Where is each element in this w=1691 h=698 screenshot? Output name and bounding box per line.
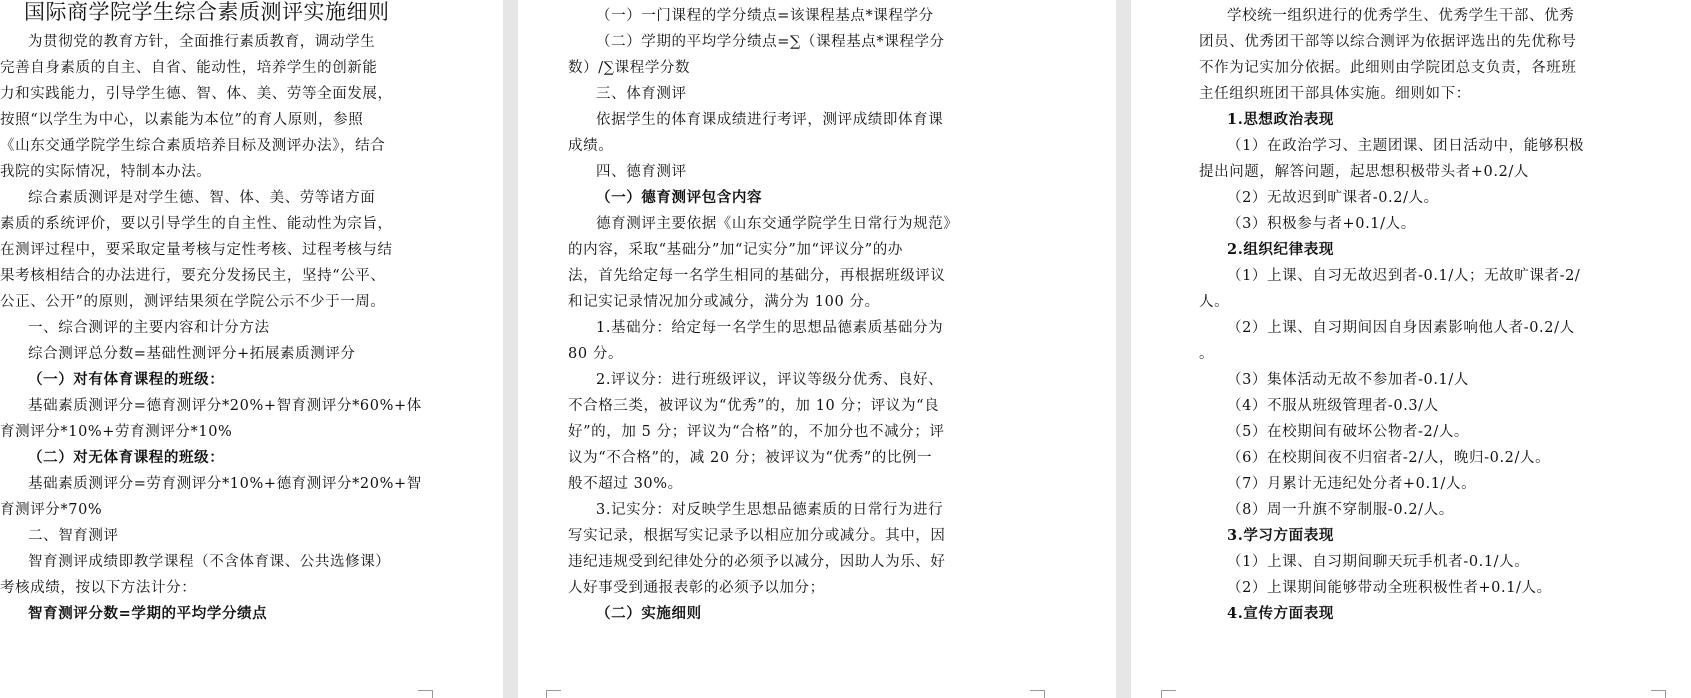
paragraph-line: （7）月累计无违纪处分者+0.1/人。 (1227, 476, 1477, 492)
paragraph-line: 般不超过 30%。 (568, 476, 683, 492)
paragraph-line: 成绩。 (568, 138, 614, 154)
paragraph-line: 智育测评成绩即教学课程（不含体育课、公共选修课） (28, 554, 391, 570)
paragraph-line: （2）无故迟到旷课者-0.2/人。 (1227, 190, 1439, 206)
page-margin-mark (546, 690, 561, 698)
paragraph-line: 果考核相结合的办法进行，要充分发扬民主，坚持“公平、 (0, 268, 386, 284)
page-margin-mark (1651, 690, 1666, 698)
paragraph-line: 公正、公开”的原则，测评结果须在学院公示不少于一周。 (0, 294, 386, 310)
paragraph-line: 2.评议分：进行班级评议，评议等级分优秀、良好、 (596, 372, 944, 388)
paragraph-line: 素质的系统评价，要以引导学生的自主性、能动性为宗旨， (0, 216, 393, 232)
section-heading: 4.宣传方面表现 (1227, 605, 1334, 622)
paragraph-line: （3）集体活动无故不参加者-0.1/人 (1227, 372, 1469, 388)
paragraph-line: 育测评分*70% (0, 502, 103, 518)
paragraph-line: 数）/∑课程学分数 (568, 60, 691, 76)
paragraph-line: 德育测评主要依据《山东交通学院学生日常行为规范》 (596, 216, 959, 232)
document-title: 国际商学院学生综合素质测评实施细则 (24, 0, 390, 24)
paragraph-line: 不合格三类，被评议为“优秀”的，加 10 分；评议为“良 (568, 398, 940, 414)
paragraph-line: 80 分。 (568, 346, 624, 362)
paragraph-line: （1）上课、自习期间聊天玩手机者-0.1/人。 (1227, 554, 1530, 570)
section-heading: 3.学习方面表现 (1227, 527, 1334, 544)
paragraph-line: 为贯彻党的教育方针，全面推行素质教育，调动学生 (28, 34, 376, 50)
subsection-heading: （二）对无体育课程的班级： (28, 449, 225, 466)
paragraph-line: 违纪违规受到纪律处分的必须予以减分，因助人为乐、好 (568, 554, 946, 570)
section-heading: 2.组织纪律表现 (1227, 241, 1334, 258)
subsection-heading: （二）实施细则 (596, 605, 702, 622)
paragraph-line: 法，首先给定每一名学生相同的基础分，再根据班级评议 (568, 268, 946, 284)
paragraph-line: （1）在政治学习、主题团课、团日活动中，能够积极 (1227, 138, 1585, 154)
subsection-heading: （一）德育测评包含内容 (596, 189, 763, 206)
paragraph-line: （1）上课、自习无故迟到者-0.1/人；无故旷课者-2/ (1227, 268, 1581, 284)
paragraph-line: （6）在校期间夜不归宿者-2/人，晚归-0.2/人。 (1227, 450, 1551, 466)
paragraph-line: 和记实记录情况加分或减分，满分为 100 分。 (568, 294, 880, 310)
paragraph-line: 综合素质测评是对学生德、智、体、美、劳等诸方面 (28, 190, 376, 206)
paragraph-line: 人。 (1199, 294, 1230, 310)
paragraph-line: 。 (1199, 346, 1215, 362)
page-margin-mark (1030, 690, 1045, 698)
paragraph-line: 完善自身素质的自主、自省、能动性，培养学生的创新能 (0, 60, 378, 76)
paragraph-line: 提出问题，解答问题，起思想积极带头者+0.2/人 (1199, 164, 1529, 180)
paragraph-line: 依据学生的体育课成绩进行考评，测评成绩即体育课 (596, 112, 944, 128)
document-page-2 (518, 0, 1116, 698)
paragraph-line: 主任组织班团干部具体实施。细则如下： (1199, 86, 1471, 102)
paragraph-line: 《山东交通学院学生综合素质培养目标及测评办法》，结合 (0, 138, 386, 154)
subsection-heading: （一）对有体育课程的班级： (28, 371, 225, 388)
paragraph-line: 基础素质测评分=德育测评分*20%+智育测评分*60%+体 (28, 398, 422, 414)
section-heading: 一、综合测评的主要内容和计分方法 (28, 320, 270, 336)
paragraph-line: 不作为记实加分依据。此细则由学院团总支负责，各班班 (1199, 60, 1577, 76)
section-heading: 四、德育测评 (596, 164, 687, 180)
paragraph-line: （4）不服从班级管理者-0.3/人 (1227, 398, 1439, 414)
paragraph-line: 人好事受到通报表彰的必须予以加分； (568, 580, 825, 596)
section-heading: 二、智育测评 (28, 528, 119, 544)
paragraph-line: 团员、优秀团干部等以综合测评为依据评选出的先优称号 (1199, 34, 1577, 50)
page-margin-mark (418, 690, 433, 698)
paragraph-line: 力和实践能力，引导学生德、智、体、美、劳等全面发展， (0, 86, 393, 102)
paragraph-line: 基础素质测评分=劳育测评分*10%+德育测评分*20%+智 (28, 476, 422, 492)
paragraph-line: （5）在校期间有破坏公物者-2/人。 (1227, 424, 1470, 440)
section-heading: 三、体育测评 (596, 86, 687, 102)
paragraph-line: 1.基础分：给定每一名学生的思想品德素质基础分为 (596, 320, 944, 336)
paragraph-line: （2）上课、自习期间因自身因素影响他人者-0.2/人 (1227, 320, 1575, 336)
page-margin-mark (1161, 690, 1176, 698)
paragraph-line: 3.记实分：对反映学生思想品德素质的日常行为进行 (596, 502, 944, 518)
paragraph-line: （一）一门课程的学分绩点=该课程基点*课程学分 (596, 8, 934, 24)
paragraph-line: 考核成绩，按以下方法计分： (0, 580, 197, 596)
paragraph-line: （3）积极参与者+0.1/人。 (1227, 216, 1416, 232)
paragraph-line: 我院的实际情况，特制本办法。 (0, 164, 212, 180)
paragraph-line: （2）上课期间能够带动全班积极性者+0.1/人。 (1227, 580, 1552, 596)
document-page-3 (1131, 0, 1691, 698)
section-heading: 1.思想政治表现 (1227, 111, 1334, 128)
document-page-1 (0, 0, 503, 698)
paragraph-line: 育测评分*10%+劳育测评分*10% (0, 424, 233, 440)
paragraph-line: （8）周一升旗不穿制服-0.2/人。 (1227, 502, 1454, 518)
paragraph-line: 学校统一组织进行的优秀学生、优秀学生干部、优秀 (1227, 8, 1575, 24)
paragraph-line: 议为“不合格”的，减 20 分；被评议为“优秀”的比例一 (568, 450, 933, 466)
paragraph-line: 在测评过程中，要采取定量考核与定性考核、过程考核与结 (0, 242, 393, 258)
paragraph-line: 按照“以学生为中心，以素能为本位”的育人原则，参照 (0, 112, 364, 128)
paragraph-line: 综合测评总分数=基础性测评分+拓展素质测评分 (28, 346, 356, 362)
formula-heading: 智育测评分数=学期的平均学分绩点 (28, 605, 268, 622)
paragraph-line: 的内容，采取“基础分”加“记实分”加“评议分”的办 (568, 242, 903, 258)
paragraph-line: 好”的，加 5 分；评议为“合格”的，不加分也不减分；评 (568, 424, 945, 440)
paragraph-line: 写实记录，根据写实记录予以相应加分或减分。其中，因 (568, 528, 946, 544)
paragraph-line: （二）学期的平均学分绩点=∑（课程基点*课程学分 (596, 34, 945, 50)
